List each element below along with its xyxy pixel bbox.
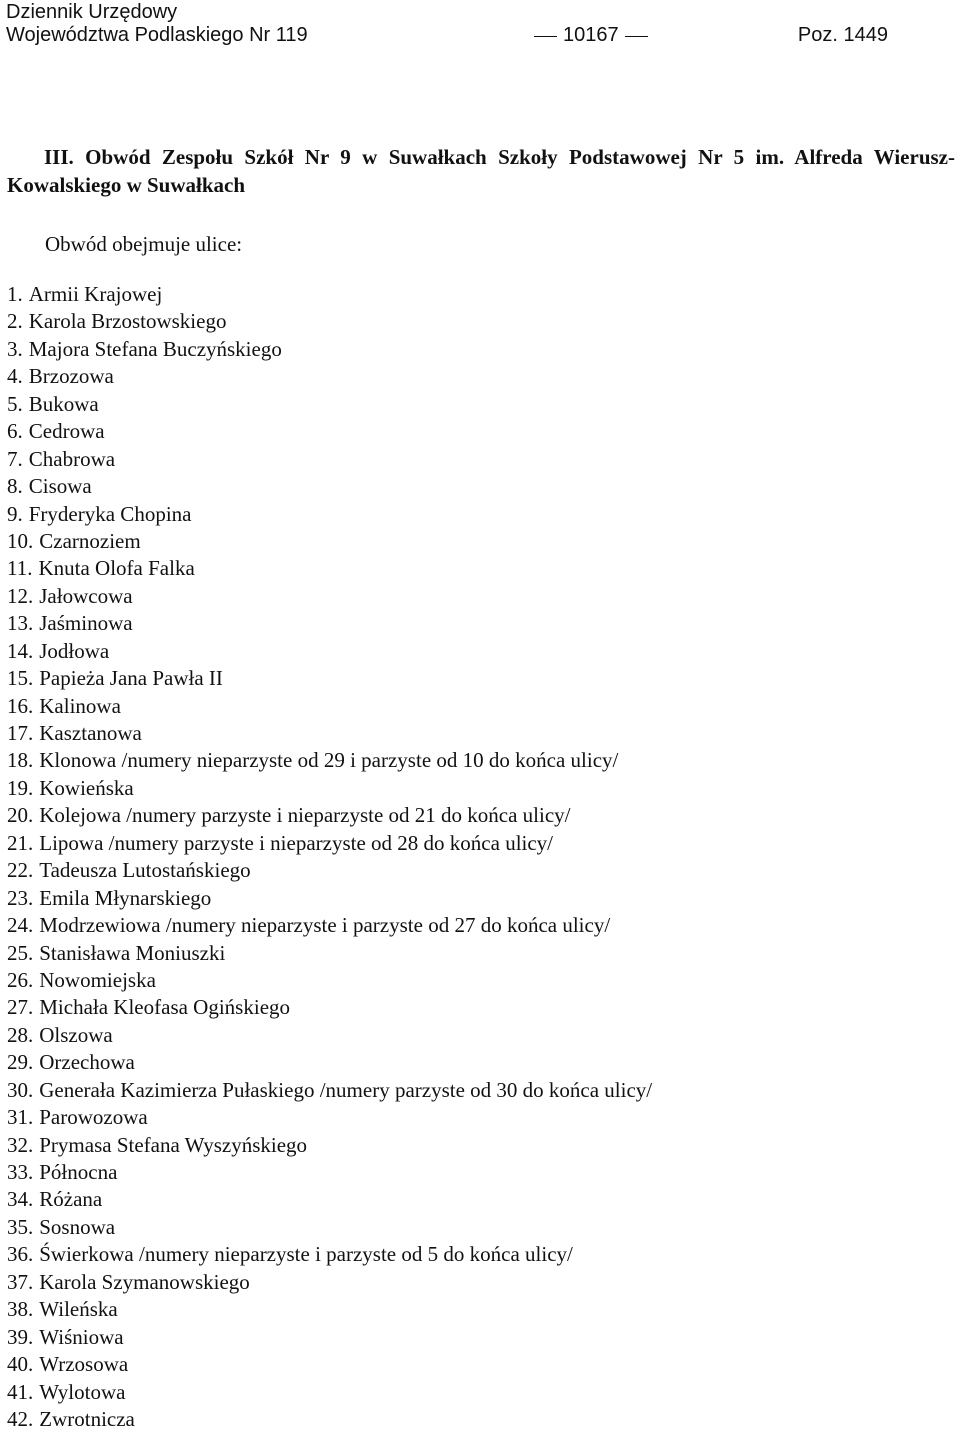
street-number: 7. — [7, 446, 23, 471]
page-number-block — [528, 23, 654, 47]
list-item — [7, 1379, 652, 1406]
street-number: 8. — [7, 474, 23, 499]
street-number: 2. — [7, 309, 23, 334]
section-title-text: III. Obwód Zespołu Szkół Nr 9 w Suwałkach Szkoły Podstawowej Nr 5 im. Alfreda Wierusz-Kowalskiego w Suwałkach — [7, 145, 955, 197]
list-item — [7, 665, 652, 692]
street-number: 26. — [7, 967, 34, 992]
street-name: Prymasa Stefana Wyszyńskiego — [39, 1132, 308, 1157]
street-name: Brzozowa — [28, 364, 114, 389]
street-name: Modrzewiowa /numery nieparzyste i parzyste od 27 do końca ulicy/ — [39, 913, 611, 938]
street-number: 12. — [7, 583, 34, 608]
street-number: 16. — [7, 693, 34, 718]
street-name: Sosnowa — [39, 1214, 116, 1239]
list-item — [7, 363, 652, 390]
position-number: Poz. 1449 — [797, 24, 888, 46]
street-name: Klonowa /numery nieparzyste od 29 i parzyste od 10 do końca ulicy/ — [39, 748, 619, 773]
street-number: 15. — [7, 666, 34, 691]
journal-name: Dziennik Urzędowy — [6, 1, 178, 23]
list-item — [7, 308, 652, 335]
list-item — [7, 418, 652, 445]
street-name: Czarnoziem — [39, 528, 141, 553]
street-name: Michała Kleofasa Ogińskiego — [39, 995, 291, 1020]
list-item — [7, 281, 652, 308]
street-number: 11. — [7, 556, 33, 581]
street-number: 6. — [7, 419, 23, 444]
street-name: Wiśniowa — [39, 1324, 124, 1349]
list-item — [7, 994, 652, 1021]
street-number: 32. — [7, 1132, 34, 1157]
street-name: Świerkowa /numery nieparzyste i parzyste od 5 do końca ulicy/ — [39, 1242, 573, 1267]
street-number: 24. — [7, 913, 34, 938]
street-name: Kowieńska — [39, 775, 134, 800]
list-item — [7, 1296, 652, 1323]
intro-text: Obwód obejmuje ulice: — [45, 232, 243, 256]
street-name: Jałowcowa — [39, 583, 133, 608]
header-info-row — [6, 23, 886, 47]
street-number: 5. — [7, 391, 23, 416]
list-item — [7, 501, 652, 528]
street-number: 21. — [7, 830, 34, 855]
street-number: 37. — [7, 1269, 34, 1294]
street-number: 28. — [7, 1022, 34, 1047]
street-number: 38. — [7, 1297, 34, 1322]
journal-region: Województwa Podlaskiego Nr 119 — [6, 24, 308, 46]
street-number: 10. — [7, 528, 34, 553]
list-item — [7, 610, 652, 637]
street-number: 42. — [7, 1406, 34, 1431]
street-list — [7, 281, 652, 1433]
street-name: Orzechowa — [39, 1050, 135, 1075]
street-name: Wylotowa — [39, 1379, 126, 1404]
street-number: 25. — [7, 940, 34, 965]
street-name: Karola Szymanowskiego — [39, 1269, 250, 1294]
street-number: 18. — [7, 748, 34, 773]
list-item — [7, 693, 652, 720]
street-number: 4. — [7, 364, 23, 389]
street-number: 30. — [7, 1077, 34, 1102]
list-item — [7, 967, 652, 994]
list-item — [7, 391, 652, 418]
street-name: Kolejowa /numery parzyste i nieparzyste od 21 do końca ulicy/ — [39, 803, 571, 828]
list-item — [7, 830, 652, 857]
street-number: 41. — [7, 1379, 34, 1404]
dash-left — [534, 36, 557, 37]
street-number: 3. — [7, 336, 23, 361]
street-name: Fryderyka Chopina — [28, 501, 192, 526]
street-name: Wrzosowa — [39, 1352, 129, 1377]
street-name: Jodłowa — [39, 638, 110, 663]
section-title — [7, 143, 955, 199]
street-name: Chabrowa — [28, 446, 116, 471]
street-number: 22. — [7, 858, 34, 883]
street-name: Kalinowa — [39, 693, 121, 718]
street-name: Stanisława Moniuszki — [39, 940, 226, 965]
street-number: 1. — [7, 282, 23, 306]
list-item — [7, 473, 652, 500]
street-name: Tadeusza Lutostańskiego — [39, 858, 251, 883]
list-item — [7, 336, 652, 363]
street-number: 13. — [7, 611, 34, 636]
street-number: 17. — [7, 721, 34, 745]
list-item — [7, 747, 652, 774]
street-name: Cisowa — [28, 474, 92, 499]
list-item — [7, 857, 652, 884]
list-item — [7, 638, 652, 665]
list-item — [7, 555, 652, 582]
list-item — [7, 446, 652, 473]
list-item — [7, 720, 652, 747]
list-item — [7, 1186, 652, 1213]
list-item — [7, 1241, 652, 1268]
street-number: 39. — [7, 1324, 34, 1349]
street-number: 23. — [7, 885, 34, 910]
street-name: Olszowa — [39, 1022, 113, 1047]
street-number: 14. — [7, 638, 34, 663]
street-name: Lipowa /numery parzyste i nieparzyste od 28 do końca ulicy/ — [39, 830, 554, 855]
street-number: 20. — [7, 803, 34, 828]
street-name: Karola Brzostowskiego — [28, 309, 227, 334]
list-item — [7, 1077, 652, 1104]
street-number: 31. — [7, 1105, 34, 1130]
page-header — [6, 0, 886, 50]
street-number: 9. — [7, 501, 23, 526]
street-number: 29. — [7, 1050, 34, 1075]
street-number: 40. — [7, 1352, 34, 1377]
street-name: Jaśminowa — [39, 611, 133, 636]
street-name: Majora Stefana Buczyńskiego — [28, 336, 282, 361]
list-item — [7, 1159, 652, 1186]
street-name: Bukowa — [28, 391, 99, 416]
street-number: 36. — [7, 1242, 34, 1267]
street-number: 34. — [7, 1187, 34, 1212]
list-item — [7, 1022, 652, 1049]
street-name: Armii Krajowej — [28, 282, 163, 306]
list-item — [7, 885, 652, 912]
list-item — [7, 528, 652, 555]
list-item — [7, 1049, 652, 1076]
list-item — [7, 1214, 652, 1241]
list-item — [7, 940, 652, 967]
street-name: Cedrowa — [28, 419, 105, 444]
list-item — [7, 1132, 652, 1159]
list-item — [7, 583, 652, 610]
street-name: Nowomiejska — [39, 967, 156, 992]
list-item — [7, 1104, 652, 1131]
street-name: Północna — [39, 1160, 118, 1184]
street-name: Knuta Olofa Falka — [38, 556, 195, 581]
street-number: 33. — [7, 1160, 34, 1184]
street-name: Wileńska — [39, 1297, 118, 1322]
street-name: Różana — [39, 1187, 103, 1212]
list-item — [7, 1406, 652, 1433]
street-name: Zwrotnicza — [39, 1406, 135, 1431]
list-item — [7, 775, 652, 802]
dash-right — [625, 36, 648, 37]
list-item — [7, 802, 652, 829]
list-item — [7, 1269, 652, 1296]
list-item — [7, 912, 652, 939]
street-name: Generała Kazimierza Pułaskiego /numery parzyste od 30 do końca ulicy/ — [39, 1077, 653, 1102]
page-number: 10167 — [563, 24, 619, 46]
street-name: Kasztanowa — [39, 721, 142, 745]
list-item — [7, 1324, 652, 1351]
street-number: 35. — [7, 1214, 34, 1239]
street-name: Papieża Jana Pawła II — [39, 666, 223, 691]
street-name: Emila Młynarskiego — [39, 885, 212, 910]
street-number: 19. — [7, 775, 34, 800]
street-name: Parowozowa — [39, 1105, 148, 1130]
list-item — [7, 1351, 652, 1378]
street-number: 27. — [7, 995, 34, 1020]
